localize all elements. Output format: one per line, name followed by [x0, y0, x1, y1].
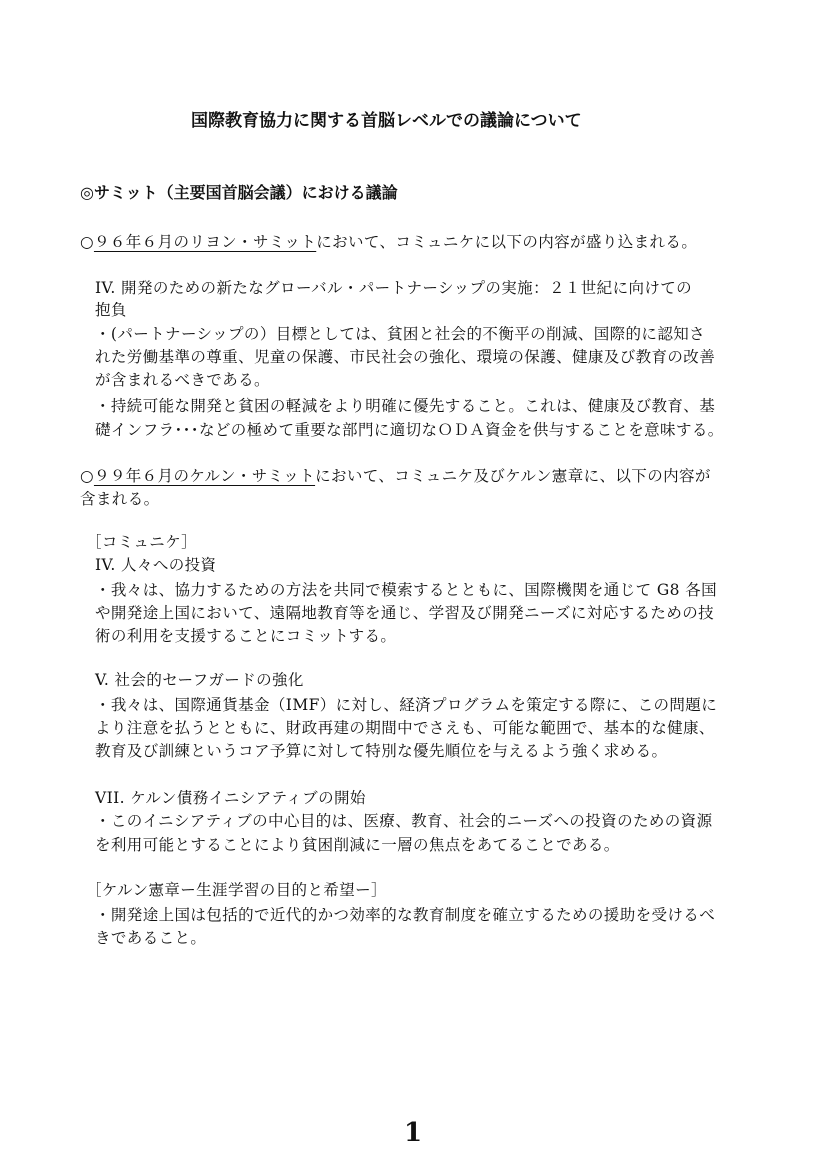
charter-label: ［ケルン憲章ー生涯学習の目的と希望ー］ — [86, 881, 387, 899]
lyon-bullet1-line3: が含まれるべきである。 — [95, 371, 270, 389]
charter-line2: きであること。 — [95, 929, 207, 947]
cologne-s4-heading: IV. 人々への投資 — [95, 556, 217, 574]
cologne-s4-line1: ・我々は、協力するための方法を共同で模索するとともに、国際機関を通じて G8 各国 — [95, 581, 718, 599]
cologne-s5-line3: 教育及び訓練というコア予算に対して特別な優先順位を与えるよう強く求める。 — [95, 742, 668, 760]
lyon-bullet2-line1: ・持続可能な開発と貧困の軽減をより明確に優先すること。これは、健康及び教育、基 — [95, 397, 716, 415]
cologne-s7-line1: ・このイニシアティブの中心目的は、医療、教育、社会的ニーズへの投資のための資源 — [95, 812, 713, 830]
lyon-intro — [80, 230, 697, 252]
page-title: 国際教育協力に関する首脳レベルでの議論について — [191, 111, 582, 131]
cologne-s5-line2: より注意を払うとともに、財政再建の期間中でさえも、可能な範囲で、基本的な健康、 — [95, 719, 715, 737]
cologne-marker: ○ — [80, 467, 94, 485]
cologne-intro-rest: において、コミュニケ及びケルン憲章に、以下の内容が — [315, 467, 711, 485]
cologne-intro-line2: 含まれる。 — [80, 490, 160, 508]
cologne-s4-line3: 術の利用を支援することにコミットする。 — [95, 627, 397, 645]
charter-line1: ・開発途上国は包括的で近代的かつ効率的な教育制度を確立するための援助を受けるべ — [95, 906, 716, 924]
lyon-marker: ○ — [80, 233, 94, 251]
cologne-intro — [80, 464, 711, 486]
cologne-s5-line1: ・我々は、国際通貨基金（IMF）に対し、経済プログラムを策定する際に、この問題に — [95, 696, 718, 714]
lyon-heading-line1: IV. 開発のための新たなグローバル・パートナーシップの実施：２１世紀に向けての — [95, 279, 693, 297]
communique-label: ［コミュニケ］ — [86, 533, 197, 551]
cologne-summit-name: ９９年６月のケルン・サミット — [93, 467, 316, 485]
section-heading: ◎サミット（主要国首脳会議）における議論 — [80, 183, 398, 202]
cologne-s7-heading: VII. ケルン債務イニシアティブの開始 — [95, 789, 366, 807]
lyon-bullet2-line2: 礎インフラ･･･などの極めて重要な部門に適切なＯＤＡ資金を供与することを意味する。 — [95, 421, 724, 439]
lyon-bullet1-line2: れた労働基準の尊重、児童の保護、市民社会の強化、環境の保護、健康及び教育の改善 — [95, 348, 716, 366]
lyon-heading-line2: 抱負 — [95, 301, 127, 319]
cologne-s7-line2: を利用可能とすることにより貧困削減に一層の焦点をあてることである。 — [95, 836, 620, 854]
lyon-summit-name: ９６年６月のリヨン・サミット — [93, 233, 317, 251]
lyon-intro-rest: において、コミュニケに以下の内容が盛り込まれる。 — [316, 233, 698, 251]
lyon-bullet1-line1: ・(パートナーシップの）目標としては、貧困と社会的不衡平の削減、国際的に認知さ — [95, 325, 706, 343]
page-number: 1 — [404, 1118, 423, 1148]
cologne-s5-heading: V. 社会的セーフガードの強化 — [95, 671, 304, 689]
cologne-s4-line2: や開発途上国において、遠隔地教育等を通じ、学習及び開発ニーズに対応するための技 — [95, 604, 715, 622]
